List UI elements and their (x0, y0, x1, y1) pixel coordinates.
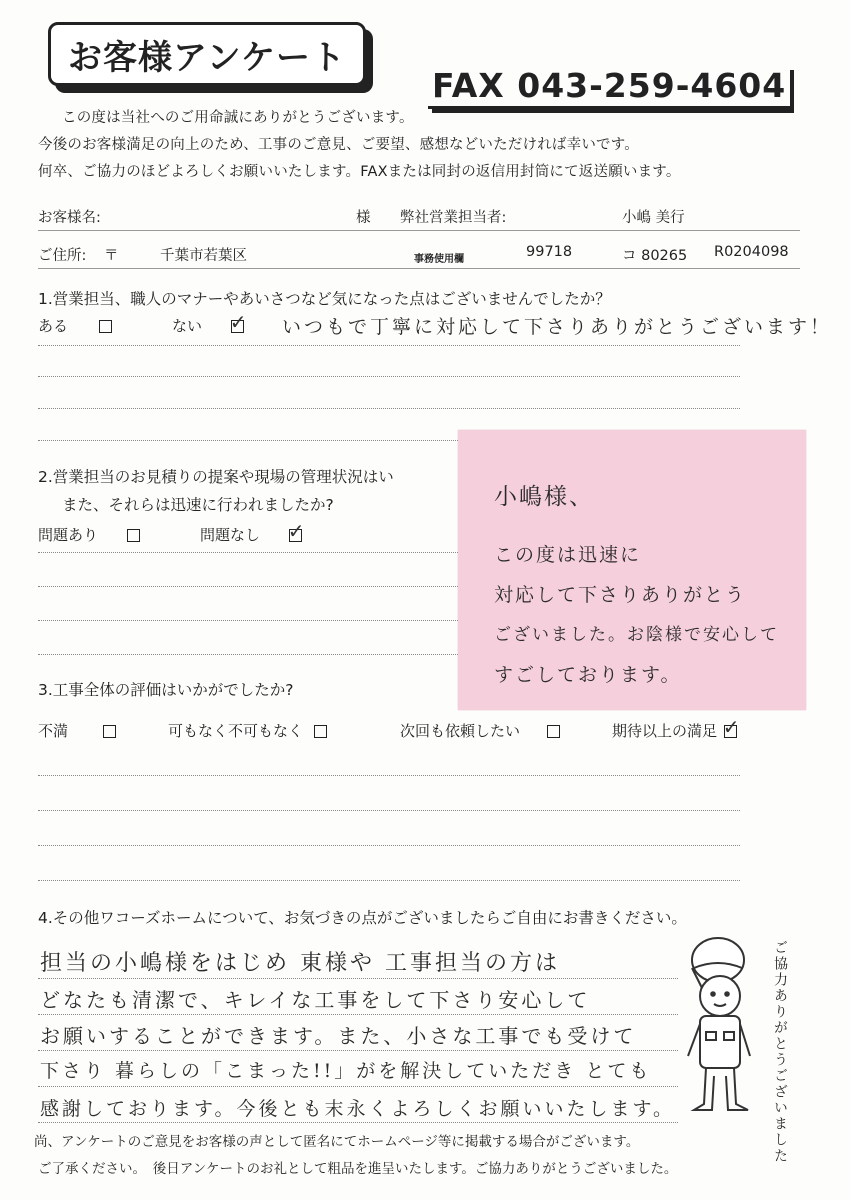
q1-no-checkbox[interactable] (229, 310, 247, 334)
rep-name: 小嶋 美行 (622, 210, 685, 226)
q4-handwritten-line-2: どなたも清潔で、キレイな工事をして下さり安心して (40, 988, 591, 1012)
address-value: 千葉市若葉区 (160, 248, 247, 264)
q2-no-problem-checkbox[interactable] (287, 519, 305, 543)
answer-line (38, 376, 740, 377)
q3-option-3-checkbox[interactable] (547, 725, 560, 738)
office-code-2: コ 80265 (622, 248, 688, 264)
intro-line-2: 今後のお客様満足の向上のため、工事のご意見、ご要望、感想などいただければ幸いです。 (38, 137, 639, 153)
q2-problem-checkbox[interactable] (127, 529, 140, 542)
check-mark-icon: ✓ (229, 310, 247, 334)
sticky-note-line-2: この度は迅速に (494, 544, 642, 566)
answer-line (38, 1014, 678, 1015)
survey-title: お客様アンケート (48, 22, 366, 86)
q3-option-2-label: 可もなく不可もなく (168, 722, 304, 740)
intro-line-3: 何卒、ご協力のほどよろしくお願いいたします。FAXまたは同封の返信用封筒にて返送願います。 (38, 164, 681, 180)
q1-option-yes[interactable] (38, 315, 112, 336)
q3-option-1[interactable] (38, 720, 116, 741)
q1-option-no-label: ない (172, 317, 203, 335)
answer-line (38, 880, 740, 881)
q2-question-line-2: また、それらは迅速に行われましたか? (62, 496, 334, 514)
q4-handwritten-line-4: 下さり 暮らしの「こまった!!」がを解決していただき とても (40, 1060, 652, 1082)
q3-option-3-label: 次回も依頼したい (400, 722, 521, 740)
q3-option-1-label: 不満 (38, 722, 69, 740)
answer-line (38, 1122, 678, 1123)
q1-handwritten-answer: いつもで丁寧に対応して下さりありがとうございます！ (282, 316, 833, 338)
intro-line-1: この度は当社へのご用命誠にありがとうございます。 (62, 110, 414, 126)
q3-option-1-checkbox[interactable] (103, 725, 116, 738)
fax-number: FAX 043-259-4604 (428, 66, 790, 109)
divider (38, 268, 800, 269)
customer-name-label: お客様名: (38, 210, 101, 226)
answer-line (38, 845, 740, 846)
worker-illustration (672, 928, 772, 1124)
q1-option-yes-label: ある (38, 317, 69, 335)
office-use-label: 事務使用欄 (414, 254, 464, 265)
office-code-3: R0204098 (714, 244, 789, 260)
q3-option-3[interactable] (400, 720, 560, 741)
postal-mark: 〒 (104, 248, 119, 264)
q4-handwritten-line-1: 担当の小嶋様をはじめ 東様や 工事担当の方は (40, 951, 560, 976)
q2-option-problem[interactable] (38, 524, 140, 545)
answer-line (38, 345, 740, 346)
answer-line (38, 1050, 678, 1051)
q4-handwritten-line-5: 感謝しております。今後とも末永くよろしくお願いいたします。 (40, 1098, 675, 1120)
check-mark-icon: ✓ (722, 715, 740, 739)
q1-question: 1.営業担当、職人のマナーやあいさつなど気になった点はございませんでしたか？ (38, 290, 611, 308)
rep-label: 弊社営業担当者: (400, 210, 507, 226)
q3-option-4-label: 期待以上の満足 (612, 722, 718, 740)
sticky-note-line-3: 対応して下さりありがとう (494, 584, 747, 606)
divider (38, 230, 800, 231)
q1-option-no[interactable] (172, 310, 247, 336)
sticky-note-line-1: 小嶋様、 (494, 484, 594, 510)
office-code-1: 99718 (526, 244, 573, 260)
q3-option-2-checkbox[interactable] (314, 725, 327, 738)
q2-option-no-problem[interactable] (200, 519, 305, 545)
answer-line (38, 775, 740, 776)
thank-you-vertical: ご協力ありがとうございました (772, 940, 788, 1164)
sticky-note-line-5: すごしております。 (494, 664, 682, 686)
sama-label: 様 (356, 210, 371, 226)
q4-handwritten-line-3: お願いすることができます。また、小さな工事でも受けて (40, 1024, 637, 1048)
q3-option-4-checkbox[interactable] (722, 715, 740, 739)
check-mark-icon: ✓ (287, 519, 305, 543)
q3-question: 3.工事全体の評価はいかがでしたか? (38, 681, 294, 699)
answer-line (38, 810, 740, 811)
answer-line (38, 408, 740, 409)
answer-line (38, 978, 678, 979)
q2-option-no-problem-label: 問題なし (200, 526, 261, 544)
footer-line-2: ご了承ください。 後日アンケートのお礼として粗品を進呈いたします。ご協力ありがとうございました。 (38, 1161, 678, 1177)
q4-question: 4.その他ワコーズホームについて、お気づきの点がございましたらご自由にお書きください。 (38, 909, 687, 927)
answer-line (38, 1086, 678, 1087)
q1-yes-checkbox[interactable] (99, 320, 112, 333)
sticky-note (458, 430, 806, 710)
q3-option-2[interactable] (168, 720, 327, 741)
q3-option-4[interactable] (612, 715, 740, 741)
q2-question-line-1: 2.営業担当のお見積りの提案や現場の管理状況はい (38, 468, 394, 486)
q2-option-problem-label: 問題あり (38, 526, 99, 544)
footer-line-1: 尚、アンケートのご意見をお客様の声として匿名にてホームページ等に掲載する場合がございます。 (34, 1134, 640, 1150)
address-label: ご住所: (38, 248, 87, 264)
sticky-note-line-4: ございました。お陰様で安心して (494, 625, 779, 645)
